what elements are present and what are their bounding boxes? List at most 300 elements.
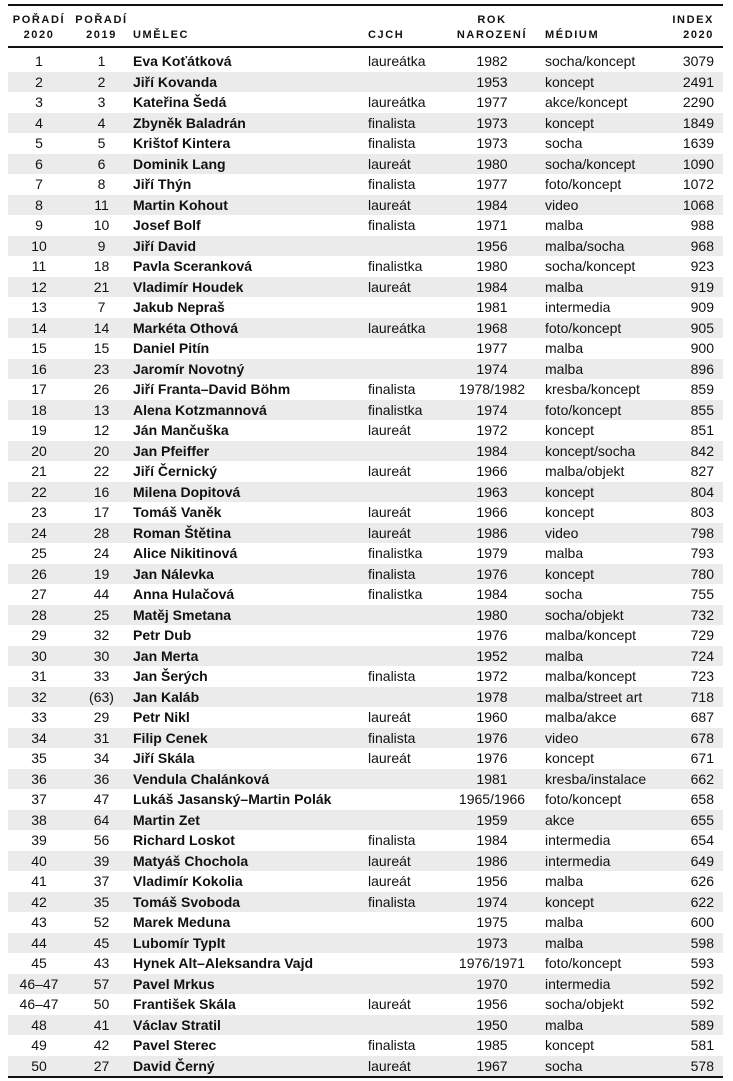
- cell-index-2020: 851: [690, 422, 714, 438]
- cell-rank-2019: 28: [93, 524, 110, 541]
- cell-birth-year: 1980: [476, 155, 508, 172]
- cell-index-2020: 626: [690, 873, 714, 889]
- cell-birth-year: 1984: [476, 278, 508, 295]
- cell-artist-name: Jan Kaláb: [133, 688, 200, 705]
- table-row: [8, 256, 723, 277]
- cell-medium: socha: [545, 135, 583, 151]
- cell-cjch-status: laureát: [368, 463, 411, 479]
- table-row: [8, 933, 723, 954]
- table-row: [8, 297, 723, 318]
- table-row: [8, 687, 723, 708]
- cell-medium: intermedia: [545, 299, 611, 315]
- cell-cjch-status: finalista: [368, 1037, 416, 1053]
- cell-cjch-status: finalista: [368, 729, 416, 746]
- cell-medium: intermedia: [545, 975, 611, 992]
- cell-medium: malba: [545, 545, 584, 561]
- table-row: [8, 707, 723, 728]
- table-row: [8, 482, 723, 503]
- column-header-line: UMĚLEC: [133, 29, 190, 41]
- cell-birth-year: 1950: [476, 1016, 508, 1033]
- cell-index-2020: 827: [690, 463, 714, 479]
- cell-rank-2020: 18: [31, 401, 47, 418]
- cell-rank-2020: 39: [31, 832, 47, 848]
- cell-rank-2019: 19: [93, 565, 110, 582]
- cell-index-2020: 859: [690, 381, 714, 397]
- cell-rank-2020: 37: [31, 791, 47, 807]
- cell-artist-name: Jan Šerých: [133, 668, 208, 684]
- cell-index-2020: 592: [690, 975, 714, 992]
- cell-birth-year: 1974: [476, 360, 508, 377]
- table-row: [8, 830, 723, 851]
- cell-index-2020: 3079: [682, 53, 714, 69]
- cell-rank-2020: 22: [31, 483, 47, 500]
- cell-rank-2019: 11: [94, 196, 109, 213]
- column-header-medium: [538, 6, 656, 46]
- cell-birth-year: 1971: [476, 217, 508, 233]
- cell-rank-2019: 47: [93, 791, 110, 807]
- cell-rank-2020: 5: [35, 135, 43, 151]
- cell-artist-name: Jiří Skála: [133, 750, 195, 766]
- cell-birth-year: 1984: [476, 442, 508, 459]
- column-header-index-2020: [656, 6, 723, 46]
- cell-rank-2020: 3: [35, 94, 43, 110]
- cell-birth-year: 1963: [476, 483, 508, 500]
- cell-artist-name: Milena Dopitová: [133, 483, 241, 500]
- table-row: [8, 277, 723, 298]
- cell-birth-year: 1970: [476, 975, 508, 992]
- cell-birth-year: 1965/1966: [458, 791, 526, 807]
- column-header-rank-2019: [70, 6, 133, 46]
- table-row: [8, 318, 723, 339]
- cell-rank-2019: 6: [97, 155, 106, 172]
- cell-artist-name: Vladimír Houdek: [133, 278, 244, 295]
- cell-rank-2020: 4: [35, 114, 43, 131]
- cell-birth-year: 1979: [476, 545, 508, 561]
- cell-birth-year: 1977: [476, 176, 508, 192]
- cell-rank-2019: 21: [93, 278, 110, 295]
- cell-medium: video: [545, 196, 579, 213]
- cell-index-2020: 755: [690, 586, 714, 602]
- cell-birth-year: 1968: [476, 319, 508, 336]
- cell-rank-2019: 22: [93, 463, 110, 479]
- cell-artist-name: Krištof Kintera: [133, 135, 231, 151]
- cell-artist-name: Jiří Franta–David Böhm: [133, 381, 291, 397]
- table-row: [8, 236, 723, 257]
- cell-artist-name: Václav Stratil: [133, 1016, 221, 1033]
- cell-medium: malba/koncept: [545, 627, 637, 643]
- column-header-line: 2019: [86, 29, 117, 41]
- table-row: [8, 1015, 723, 1036]
- table-row: [8, 92, 723, 113]
- cell-rank-2019: 56: [93, 832, 110, 848]
- cell-rank-2019: 64: [93, 811, 110, 828]
- cell-rank-2019: 17: [93, 504, 110, 520]
- cell-cjch-status: finalista: [368, 217, 416, 233]
- cell-medium: socha: [545, 586, 583, 602]
- cell-rank-2020: 50: [31, 1057, 47, 1074]
- cell-cjch-status: finalista: [368, 668, 416, 684]
- cell-rank-2020: 31: [31, 668, 47, 684]
- table-row: [8, 523, 723, 544]
- cell-artist-name: Martin Zet: [133, 811, 200, 828]
- cell-artist-name: Filip Cenek: [133, 729, 208, 746]
- table-row: [8, 625, 723, 646]
- cell-index-2020: 923: [690, 258, 714, 274]
- cell-rank-2020: 9: [35, 217, 43, 233]
- cell-rank-2019: 15: [93, 340, 110, 356]
- cell-rank-2020: 12: [31, 278, 47, 295]
- cell-birth-year: 1984: [476, 832, 508, 848]
- cell-medium: foto/koncept: [545, 791, 622, 807]
- table-row: [8, 1035, 723, 1056]
- cell-birth-year: 1967: [476, 1057, 508, 1074]
- column-header-line: ROK: [477, 14, 507, 26]
- cell-rank-2020: 26: [31, 565, 47, 582]
- cell-artist-name: Markéta Othová: [133, 319, 239, 336]
- cell-medium: socha/koncept: [545, 53, 636, 69]
- cell-rank-2019: 3: [97, 94, 106, 110]
- cell-index-2020: 671: [690, 750, 714, 766]
- cell-artist-name: Dominik Lang: [133, 155, 226, 172]
- cell-medium: malba: [545, 873, 584, 889]
- cell-artist-name: Marek Meduna: [133, 914, 231, 930]
- cell-artist-name: Ján Mančuška: [133, 422, 229, 438]
- cell-artist-name: Jan Merta: [133, 647, 199, 664]
- cell-index-2020: 842: [690, 442, 714, 459]
- cell-index-2020: 1639: [682, 135, 714, 151]
- cell-rank-2020: 48: [31, 1016, 47, 1033]
- cell-medium: intermedia: [545, 852, 611, 869]
- cell-artist-name: Martin Kohout: [133, 196, 228, 213]
- cell-index-2020: 593: [690, 955, 714, 971]
- cell-index-2020: 732: [690, 606, 714, 623]
- cell-index-2020: 578: [690, 1057, 714, 1074]
- cell-artist-name: Pavel Sterec: [133, 1037, 217, 1053]
- cell-index-2020: 592: [690, 996, 714, 1012]
- cell-artist-name: Josef Bolf: [133, 217, 201, 233]
- cell-artist-name: Hynek Alt–Aleksandra Vajd: [133, 955, 314, 971]
- cell-rank-2019: 24: [93, 545, 110, 561]
- table-row: [8, 728, 723, 749]
- table-row: [8, 195, 723, 216]
- cell-index-2020: 909: [690, 299, 714, 315]
- cell-medium: socha/objekt: [545, 606, 624, 623]
- cell-cjch-status: laureát: [368, 278, 411, 295]
- cell-birth-year: 1966: [476, 463, 508, 479]
- cell-birth-year: 1978/1982: [458, 381, 526, 397]
- column-header-line: INDEX: [672, 14, 714, 26]
- cell-birth-year: 1952: [476, 647, 508, 664]
- cell-birth-year: 1982: [476, 53, 508, 69]
- cell-rank-2019: 7: [97, 299, 106, 315]
- cell-birth-year: 1984: [476, 586, 508, 602]
- cell-rank-2020: 17: [31, 381, 47, 397]
- table-row: [8, 666, 723, 687]
- column-header-line: 2020: [23, 29, 55, 41]
- cell-rank-2020: 10: [31, 237, 47, 254]
- cell-rank-2020: 46–47: [19, 996, 59, 1012]
- table-row: [8, 338, 723, 359]
- cell-rank-2019: 39: [93, 852, 110, 869]
- cell-rank-2019: 8: [97, 176, 106, 192]
- cell-cjch-status: laureát: [368, 873, 411, 889]
- cell-rank-2020: 20: [31, 442, 47, 459]
- cell-medium: video: [545, 524, 579, 541]
- cell-rank-2020: 27: [31, 586, 47, 602]
- cell-medium: malba: [545, 647, 584, 664]
- column-header-artist: [133, 6, 368, 46]
- cell-medium: koncept: [545, 893, 595, 910]
- cell-rank-2019: 27: [93, 1057, 110, 1074]
- cell-cjch-status: laureát: [368, 196, 411, 213]
- cell-birth-year: 1966: [476, 504, 508, 520]
- cell-cjch-status: laureát: [368, 750, 411, 766]
- cell-birth-year: 1973: [476, 114, 508, 131]
- cell-birth-year: 1973: [476, 934, 508, 951]
- cell-rank-2019: 33: [93, 668, 110, 684]
- table-row: [8, 789, 723, 810]
- cell-birth-year: 1976/1971: [458, 955, 526, 971]
- cell-index-2020: 724: [690, 647, 714, 664]
- table-row: [8, 72, 723, 93]
- cell-rank-2020: 43: [31, 914, 47, 930]
- table-row: [8, 769, 723, 790]
- cell-medium: malba/akce: [545, 709, 617, 725]
- cell-index-2020: 718: [690, 688, 714, 705]
- cell-rank-2020: 23: [31, 504, 47, 520]
- cell-rank-2020: 41: [31, 873, 47, 889]
- cell-artist-name: Lubomír Typlt: [133, 934, 226, 951]
- cell-artist-name: Vendula Chalánková: [133, 770, 270, 787]
- cell-cjch-status: finalistka: [368, 258, 423, 274]
- cell-birth-year: 1986: [476, 524, 508, 541]
- cell-artist-name: Richard Loskot: [133, 832, 235, 848]
- cell-index-2020: 804: [690, 483, 714, 500]
- cell-rank-2019: 30: [93, 647, 110, 664]
- cell-rank-2019: 43: [93, 955, 110, 971]
- cell-index-2020: 900: [690, 340, 714, 356]
- cell-artist-name: Jiří Kovanda: [133, 73, 218, 90]
- cell-rank-2019: 29: [93, 709, 110, 725]
- ranking-table: [8, 4, 723, 1078]
- cell-rank-2019: 41: [93, 1016, 110, 1033]
- cell-birth-year: 1985: [476, 1037, 508, 1053]
- cell-medium: koncept: [545, 73, 595, 90]
- cell-rank-2020: 38: [31, 811, 47, 828]
- cell-rank-2020: 33: [31, 709, 47, 725]
- cell-index-2020: 600: [690, 914, 714, 930]
- cell-rank-2020: 34: [31, 729, 47, 746]
- cell-birth-year: 1960: [476, 709, 508, 725]
- cell-rank-2020: 45: [31, 955, 47, 971]
- cell-rank-2019: 9: [97, 237, 106, 254]
- cell-index-2020: 723: [690, 668, 714, 684]
- cell-rank-2019: 32: [93, 627, 110, 643]
- table-row: [8, 154, 723, 175]
- cell-cjch-status: finalista: [368, 893, 416, 910]
- cell-artist-name: Eva Koťátková: [133, 53, 232, 69]
- cell-rank-2019: 14: [93, 319, 110, 336]
- cell-rank-2019: 12: [93, 422, 110, 438]
- cell-cjch-status: laureát: [368, 996, 411, 1012]
- cell-rank-2019: 18: [93, 258, 110, 274]
- cell-rank-2019: 36: [93, 770, 110, 787]
- cell-index-2020: 622: [690, 893, 714, 910]
- cell-rank-2020: 2: [35, 73, 43, 90]
- cell-cjch-status: finalista: [368, 176, 416, 192]
- cell-medium: socha/koncept: [545, 155, 636, 172]
- cell-birth-year: 1986: [476, 852, 508, 869]
- cell-cjch-status: laureát: [368, 709, 411, 725]
- cell-artist-name: Matyáš Chochola: [133, 852, 249, 869]
- cell-cjch-status: laureát: [368, 852, 411, 869]
- cell-rank-2020: 36: [31, 770, 47, 787]
- cell-index-2020: 1072: [682, 176, 714, 192]
- cell-artist-name: Jakub Nepraš: [133, 299, 225, 315]
- table-row: [8, 974, 723, 995]
- table-row: [8, 461, 723, 482]
- cell-cjch-status: finalistka: [368, 586, 423, 602]
- table-row: [8, 379, 723, 400]
- cell-birth-year: 1959: [476, 811, 508, 828]
- cell-cjch-status: laureát: [368, 422, 411, 438]
- cell-cjch-status: finalista: [368, 565, 416, 582]
- cell-birth-year: 1974: [476, 893, 508, 910]
- cell-rank-2020: 35: [31, 750, 47, 766]
- table-row: [8, 51, 723, 72]
- column-header-line: POŘADÍ: [75, 14, 128, 26]
- cell-birth-year: 1974: [476, 401, 508, 418]
- cell-artist-name: Tomáš Svoboda: [133, 893, 241, 910]
- column-header-line: 2020: [683, 29, 714, 41]
- cell-index-2020: 1068: [682, 196, 714, 213]
- cell-rank-2019: 16: [93, 483, 110, 500]
- column-header-line: MÉDIUM: [545, 29, 600, 41]
- table-row: [8, 1056, 723, 1077]
- cell-medium: foto/koncept: [545, 401, 622, 418]
- cell-birth-year: 1972: [476, 422, 508, 438]
- cell-birth-year: 1978: [476, 688, 508, 705]
- table-header: [8, 4, 723, 48]
- column-header-line: CJCH: [368, 29, 405, 41]
- table-row: [8, 543, 723, 564]
- cell-artist-name: Tomáš Vaněk: [133, 504, 222, 520]
- cell-medium: socha: [545, 1057, 583, 1074]
- cell-medium: kresba/instalace: [545, 770, 647, 787]
- cell-birth-year: 1981: [476, 770, 508, 787]
- cell-medium: malba: [545, 1016, 584, 1033]
- cell-cjch-status: finalistka: [368, 401, 423, 418]
- cell-medium: malba/objekt: [545, 463, 625, 479]
- cell-birth-year: 1980: [476, 606, 508, 623]
- cell-rank-2019: 52: [93, 914, 110, 930]
- column-header-line: POŘADÍ: [12, 14, 66, 26]
- cell-index-2020: 803: [690, 504, 714, 520]
- cell-artist-name: Jaromír Novotný: [133, 360, 245, 377]
- cell-medium: malba: [545, 360, 584, 377]
- cell-cjch-status: finalistka: [368, 545, 423, 561]
- cell-birth-year: 1956: [476, 996, 508, 1012]
- cell-rank-2020: 40: [31, 852, 47, 869]
- table-row: [8, 748, 723, 769]
- cell-index-2020: 649: [690, 852, 714, 869]
- cell-artist-name: Jan Nálevka: [133, 565, 214, 582]
- cell-index-2020: 654: [690, 832, 714, 848]
- cell-rank-2019: 20: [93, 442, 110, 459]
- cell-rank-2019: 35: [93, 893, 110, 910]
- cell-rank-2020: 29: [31, 627, 47, 643]
- cell-rank-2019: 37: [93, 873, 110, 889]
- cell-rank-2019: 5: [97, 135, 106, 151]
- cell-rank-2019: (63): [89, 688, 114, 705]
- cell-birth-year: 1956: [476, 237, 508, 254]
- cell-rank-2020: 49: [31, 1037, 47, 1053]
- cell-rank-2019: 10: [93, 217, 110, 233]
- cell-cjch-status: laureát: [368, 524, 411, 541]
- cell-artist-name: Jiří Thýn: [133, 176, 192, 192]
- cell-rank-2020: 6: [35, 155, 43, 172]
- cell-index-2020: 798: [690, 524, 714, 541]
- cell-artist-name: Alena Kotzmannová: [133, 401, 267, 418]
- cell-index-2020: 855: [690, 401, 714, 418]
- cell-rank-2020: 13: [31, 299, 47, 315]
- cell-medium: koncept: [545, 1037, 595, 1053]
- table-row: [8, 810, 723, 831]
- cell-cjch-status: finalista: [368, 381, 416, 397]
- cell-rank-2020: 7: [35, 176, 43, 192]
- cell-artist-name: Anna Hulačová: [133, 586, 235, 602]
- cell-rank-2019: 26: [93, 381, 110, 397]
- cell-birth-year: 1977: [476, 340, 508, 356]
- cell-index-2020: 598: [690, 934, 714, 951]
- table-row: [8, 584, 723, 605]
- cell-index-2020: 729: [690, 627, 714, 643]
- table-row: [8, 502, 723, 523]
- cell-rank-2020: 30: [31, 647, 47, 664]
- cell-cjch-status: laureát: [368, 504, 411, 520]
- cell-rank-2020: 24: [31, 524, 47, 541]
- cell-medium: kresba/koncept: [545, 381, 640, 397]
- cell-rank-2019: 2: [97, 73, 106, 90]
- cell-medium: foto/koncept: [545, 955, 622, 971]
- cell-rank-2020: 32: [31, 688, 47, 705]
- cell-index-2020: 896: [690, 360, 714, 377]
- cell-artist-name: Petr Dub: [133, 627, 192, 643]
- cell-artist-name: František Skála: [133, 996, 236, 1012]
- cell-rank-2020: 21: [31, 463, 47, 479]
- cell-rank-2020: 11: [31, 258, 47, 274]
- cell-birth-year: 1976: [476, 627, 508, 643]
- cell-rank-2020: 42: [31, 893, 47, 910]
- table-row: [8, 359, 723, 380]
- cell-medium: koncept: [545, 504, 595, 520]
- cell-cjch-status: laureát: [368, 1057, 411, 1074]
- cell-rank-2019: 34: [93, 750, 110, 766]
- cell-medium: akce: [545, 811, 575, 828]
- cell-index-2020: 988: [690, 217, 714, 233]
- cell-artist-name: Jiří David: [133, 237, 197, 254]
- column-header-line: NAROZENÍ: [456, 29, 528, 41]
- table-row: [8, 953, 723, 974]
- cell-medium: video: [545, 729, 579, 746]
- cell-birth-year: 1953: [476, 73, 508, 90]
- cell-index-2020: 589: [690, 1016, 714, 1033]
- cell-birth-year: 1956: [476, 873, 508, 889]
- cell-medium: malba: [545, 217, 584, 233]
- cell-index-2020: 780: [690, 565, 714, 582]
- cell-index-2020: 905: [690, 319, 714, 336]
- table-row: [8, 994, 723, 1015]
